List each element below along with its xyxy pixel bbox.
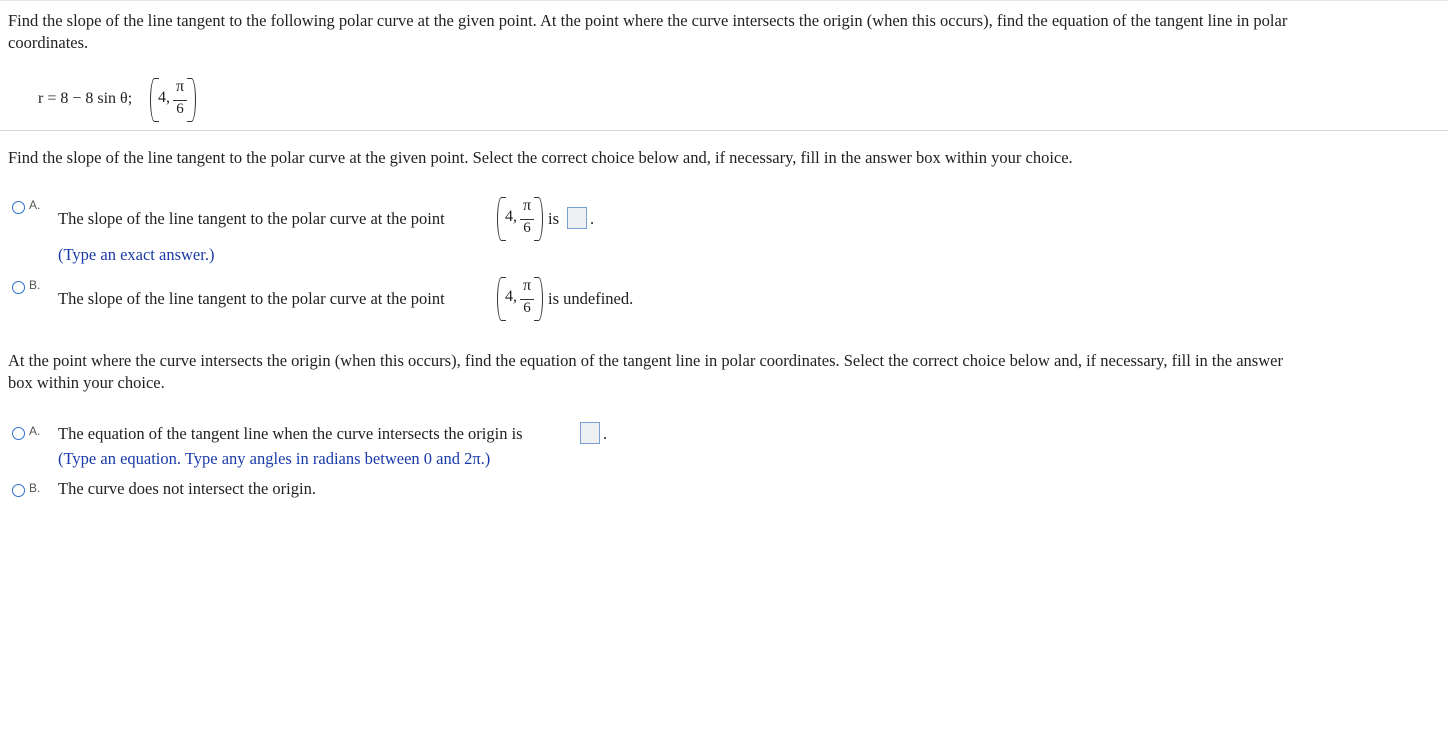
part1-option-a-radio[interactable] [12,201,25,214]
part1-instruction: Find the slope of the line tangent to the polar curve at the given point. Select the correct choice below and, if necessary, fill in the answer box within your choice. [8,148,1073,167]
part1-option-a-text: The slope of the line tangent to the polar curve at the point [58,209,445,228]
right-paren [534,277,543,321]
part1-option-b-point [497,277,543,321]
part1-option-a-hint: (Type an exact answer.) [58,245,215,264]
part2-option-a-label: A. [29,424,41,438]
point-r: 4, [505,288,517,305]
part2-option-b-text: The curve does not intersect the origin. [58,479,316,498]
section-divider [0,130,1448,131]
point-theta-denominator: 6 [176,101,184,117]
top-border [0,0,1448,1]
part2-option-b-label: B. [29,481,41,495]
curve-equation [38,88,132,110]
point-r: 4, [158,89,170,106]
part2-option-b-radio[interactable] [12,484,25,497]
problem-statement-line2: coordinates. [8,33,89,52]
part2-option-a-period: . [603,424,608,443]
part2-instruction-line1: At the point where the curve intersects the origin (when this occurs), find the equation of the tangent line in polar coordinates. Select the correct choice below and, if necessary, fill in the answer [8,351,1283,370]
part1-option-b-radio[interactable] [12,281,25,294]
given-point [150,78,196,122]
part1-answer-box[interactable] [567,207,587,229]
right-paren [187,78,196,122]
point-theta-numerator: π [175,78,185,95]
part2-answer-box[interactable] [580,422,600,444]
part1-option-b-label: B. [29,278,41,292]
part1-option-a-period: . [590,209,595,228]
point-theta-numerator: π [522,277,532,294]
point-theta-denominator: 6 [523,220,531,236]
part2-option-a-radio[interactable] [12,427,25,440]
right-paren [534,197,543,241]
part2-option-a-text: The equation of the tangent line when the curve intersects the origin is [58,424,523,443]
point-theta-numerator: π [522,197,532,214]
part1-option-b-text: The slope of the line tangent to the polar curve at the point [58,289,445,308]
equation-text: r = 8 − 8 sin θ; [38,90,133,107]
part2-option-a-hint: (Type an equation. Type any angles in radians between 0 and 2π.) [58,449,491,468]
problem-statement-line1: Find the slope of the line tangent to the following polar curve at the given point. At the point where the curve intersects the origin (when this occurs), find the equation of the tangent line in polar [8,11,1288,30]
part1-option-a-label: A. [29,198,41,212]
point-r: 4, [505,208,517,225]
point-theta-denominator: 6 [523,300,531,316]
part1-option-b-undefined: is undefined. [548,289,634,308]
part1-option-a-point [497,197,543,241]
part2-instruction-line2: box within your choice. [8,373,165,392]
part1-option-a-is: is [548,209,560,228]
